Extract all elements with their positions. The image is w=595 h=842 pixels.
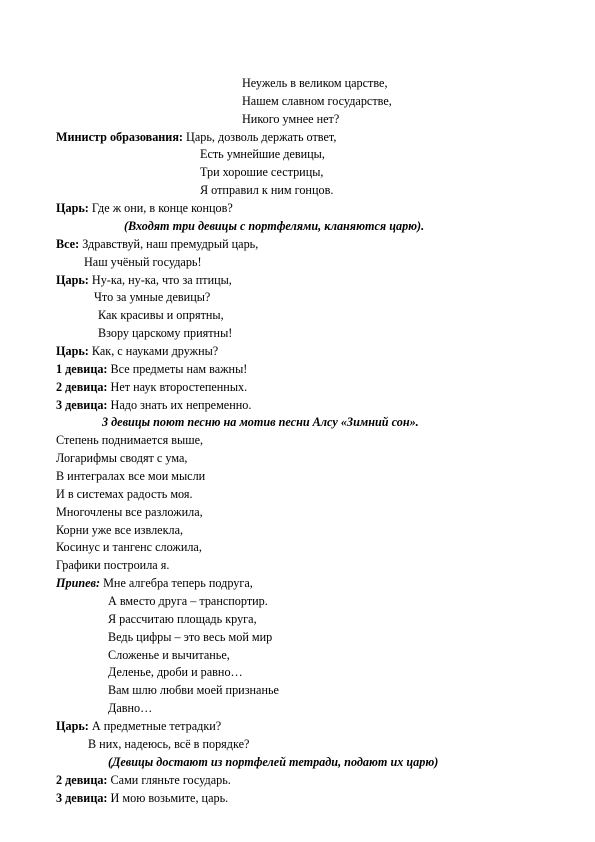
line-text: Логарифмы сводят с ума, — [56, 451, 188, 465]
line-text: Никого умнее нет? — [242, 112, 340, 126]
line-text: Неужель в великом царстве, — [242, 76, 388, 90]
line-text: Взору царскому приятны! — [98, 326, 233, 340]
song-line — [56, 505, 203, 519]
line-text: А предметные тетрадки? — [88, 719, 222, 733]
line-text: В интегралах все мои мысли — [56, 469, 206, 483]
line-text: Наш учёный государь! — [84, 255, 202, 269]
chorus-line — [108, 612, 257, 626]
speaker-label: 3 девица: — [56, 398, 108, 412]
speaker-label: Все: — [56, 237, 80, 251]
line-text: А вместо друга – транспортир. — [108, 594, 268, 608]
line-text: Я рассчитаю площадь круга, — [108, 612, 257, 626]
verse-line — [98, 308, 224, 322]
speaker-label: 2 девица: — [56, 380, 108, 394]
line-text: Что за умные девицы? — [94, 290, 211, 304]
song-line — [56, 487, 193, 501]
chorus-line — [108, 594, 268, 608]
line-text: Мне алгебра теперь подруга, — [100, 576, 253, 590]
stage-direction: (Входят три девицы с портфелями, кланяются царю). — [124, 219, 425, 233]
speaker-label: 1 девица: — [56, 362, 108, 376]
verse-line — [242, 94, 392, 108]
dialogue-line — [56, 201, 233, 215]
song-line — [56, 451, 187, 465]
line-text: Степень поднимается выше, — [56, 433, 204, 447]
line-text: Давно… — [108, 701, 153, 715]
line-text: Как красивы и опрятны, — [98, 308, 224, 322]
speaker-label: Царь: — [56, 273, 89, 287]
line-text: Ведь цифры – это весь мой мир — [108, 630, 273, 644]
line-text: Царь, дозволь держать ответ, — [183, 130, 337, 144]
line-text: И мою возьмите, царь. — [107, 791, 229, 805]
dialogue-line — [56, 130, 336, 144]
verse-line — [200, 147, 325, 161]
line-text: Корни уже все извлекла, — [56, 523, 184, 537]
speaker-label: Царь: — [56, 201, 89, 215]
verse-line — [98, 326, 232, 340]
stage-direction: (Девицы достают из портфелей тетради, подают их царю) — [108, 755, 439, 769]
dialogue-line — [56, 791, 228, 805]
line-text: Три хорошие сестрицы, — [200, 165, 324, 179]
line-text: Нет наук второстепенных. — [107, 380, 248, 394]
chorus-line — [108, 648, 230, 662]
line-text: В них, надеюсь, всё в порядке? — [88, 737, 250, 751]
stage-direction: 3 девицы поют песню на мотив песни Алсу «Зимний сон». — [102, 415, 419, 429]
speaker-label: Царь: — [56, 344, 89, 358]
line-text: И в системах радость моя. — [56, 487, 193, 501]
verse-line — [242, 76, 388, 90]
chorus-label: Припев: — [56, 576, 101, 590]
line-text: Косинус и тангенс сложила, — [56, 540, 202, 554]
line-text: Есть умнейшие девицы, — [200, 147, 325, 161]
dialogue-line — [56, 719, 221, 733]
verse-line — [200, 165, 323, 179]
line-text: Сложенье и вычитанье, — [108, 648, 230, 662]
line-text: Здравствуй, наш премудрый царь, — [79, 237, 259, 251]
chorus-line — [56, 576, 253, 590]
line-text: Графики построила я. — [56, 558, 170, 572]
verse-line — [94, 290, 210, 304]
verse-line — [84, 255, 202, 269]
verse-line — [88, 737, 249, 751]
dialogue-line — [56, 380, 247, 394]
speaker-label: Министр образования: — [56, 130, 183, 144]
speaker-label: 2 девица: — [56, 773, 108, 787]
dialogue-line — [56, 398, 251, 412]
song-line — [56, 523, 183, 537]
speaker-label: Царь: — [56, 719, 89, 733]
line-text: Надо знать их непременно. — [107, 398, 252, 412]
line-text: Вам шлю любви моей признанье — [108, 683, 279, 697]
line-text: Сами гляньте государь. — [107, 773, 231, 787]
chorus-line — [108, 683, 279, 697]
chorus-line — [108, 630, 272, 644]
dialogue-line — [56, 773, 231, 787]
line-text: Нашем славном государстве, — [242, 94, 392, 108]
verse-line — [242, 112, 339, 126]
song-line — [56, 433, 203, 447]
song-line — [56, 540, 202, 554]
verse-line — [200, 183, 333, 197]
line-text: Ну-ка, ну-ка, что за птицы, — [88, 273, 232, 287]
dialogue-line — [56, 362, 247, 376]
dialogue-line — [56, 273, 232, 287]
chorus-line — [108, 701, 152, 715]
line-text: Деленье, дроби и равно… — [108, 665, 243, 679]
line-text: Я отправил к ним гонцов. — [200, 183, 334, 197]
line-text: Как, с науками дружны? — [88, 344, 219, 358]
dialogue-line — [56, 344, 218, 358]
speaker-label: 3 девица: — [56, 791, 108, 805]
chorus-line — [108, 665, 243, 679]
line-text: Многочлены все разложила, — [56, 505, 203, 519]
line-text: Где ж они, в конце концов? — [88, 201, 233, 215]
song-line — [56, 469, 205, 483]
line-text: Все предметы нам важны! — [107, 362, 248, 376]
song-line — [56, 558, 169, 572]
dialogue-line — [56, 237, 258, 251]
